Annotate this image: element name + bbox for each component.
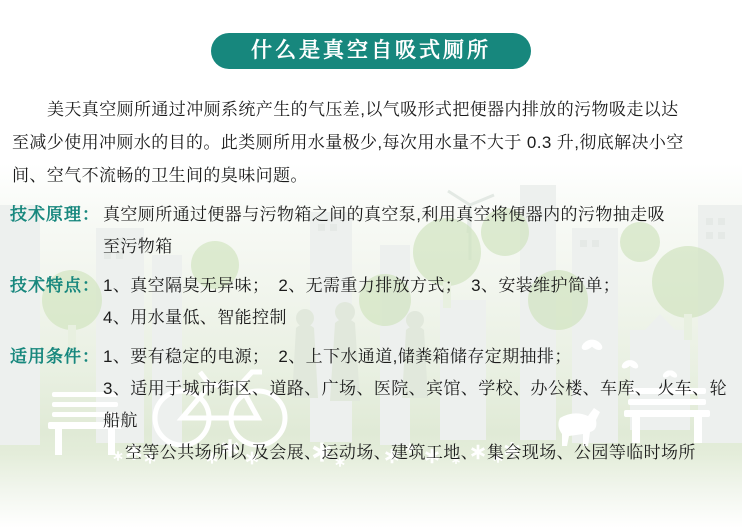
intro-line: 间、空气不流畅的卫生间的臭味问题。 [12,166,308,185]
text-line: 至污物箱 [103,237,173,256]
section-body [103,199,736,263]
content [0,33,742,469]
section-conditions [10,341,736,469]
intro-line: 美天真空厕所通过冲厕系统产生的气压差,以气吸形式把便器内排放的污物吸走以达 [47,100,679,119]
page-title: 什么是真空自吸式厕所 [211,33,531,69]
section-label: 适用条件： [10,347,100,366]
section-label: 技术原理： [10,205,100,224]
section-body [103,341,736,469]
text-line: 1、要有稳定的电源； 2、上下水通道,储粪箱储存定期抽排； [103,347,572,366]
sections [10,199,736,469]
text-line: 3、适用于城市街区、道路、广场、医院、宾馆、学校、办公楼、车库、 火车、轮船航 [103,379,727,430]
text-line: 真空厕所通过便器与污物箱之间的真空泵,利用真空将便器内的污物抽走吸 [103,205,665,224]
section-body [103,270,736,334]
text-line: 4、用水量低、智能控制 [103,308,287,327]
section-label: 技术特点： [10,276,100,295]
section-features [10,270,736,334]
text-line: 1、真空隔臭无异味； 2、无需重力排放方式； 3、安装维护简单； [103,276,621,295]
intro-paragraph [12,93,730,192]
section-principle [10,199,736,263]
intro-line: 至减少使用冲厕水的目的。此类厕所用水量极少,每次用水量不大于 0.3 升,彻底解决小空 [12,133,684,152]
text-line: 空等公共场所以 及会展、运动场、建筑工地、 集会现场、公园等临时场所 [125,443,696,462]
